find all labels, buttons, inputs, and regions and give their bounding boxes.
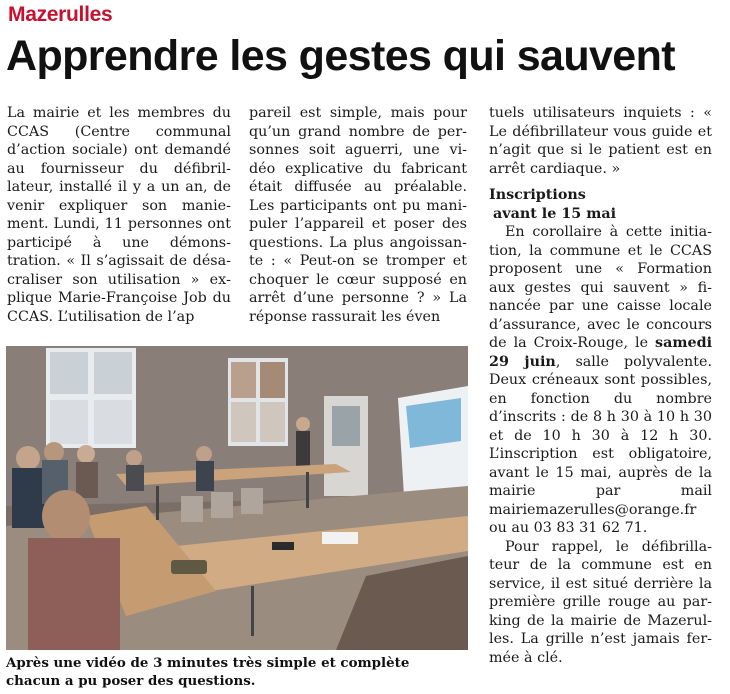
body-paragraph-1: La mairie et les membres du CCAS (Centre communal d’action sociale) ont demandé au fournisseur du défibrillateur, installé il y a un an, de venir expliquer son maniement. Lundi, 11 personnes ont participé à une démonstration. « Il s’agissait de désacraliser son utilisation » explique Marie-Françoise Job du CCAS. L’utilisation de l’ap <box>7 105 231 325</box>
article-column-2 <box>249 104 467 326</box>
subheading-line-2: avant le 15 mai <box>493 205 617 222</box>
paragraph-2-text-a: En corollaire à cette initiation, la commune et le CCAS proposent une « Formation aux gestes qui sauvent » financée par une caisse locale d’assurance, avec le concours de la Croix-Rouge, le <box>489 224 712 351</box>
body-paragraph-1-continued: pareil est simple, mais pour qu’un grand nombre de personnes soit aguerri, une vidéo explicative du fabricant était diffusée au préalable. Les participants ont pu manipuler l’appareil et poser des questions. La plus angoissante : « Peut-on se tromper et choquer le cœur supposé en arrêt d’une personne ? » La réponse rassurait les éven <box>249 105 467 325</box>
event-date: samedi 29 juin <box>489 335 712 370</box>
body-paragraph-1-end: tuels utilisateurs inquiets : « Le défibrillateur vous guide et n’agit que si le patient est en arrêt cardiaque. » <box>489 105 712 177</box>
article-headline: Apprendre les gestes qui sauvent <box>6 32 676 80</box>
article-photo <box>6 346 468 650</box>
subheading <box>489 186 712 223</box>
section-kicker: Mazerulles <box>8 3 113 26</box>
training-session-photo <box>6 346 468 650</box>
article-column-1 <box>7 104 231 326</box>
article-column-3 <box>489 104 712 667</box>
caption-line-1: Après une vidéo de 3 minutes très simple et complète <box>6 655 410 671</box>
body-paragraph-3: Pour rappel, le défibrillateur de la commune est en service, il est situé derrière la première grille rouge au parking de la mairie de Mazerulles. La grille n’est jamais fermée à clé. <box>489 538 712 666</box>
paragraph-2-text-b: , salle polyvalente. Deux créneaux sont possibles, en fonction du nombre d’inscrits : de 8 h 30 à 10 h 30 et de 10 h 30 à 12 h 30. L’inscription est obligatoire, avant le 15 mai, auprès de la mairie par mail mairiemazerulles@orange.fr ou au 03 83 31 62 71. <box>489 353 712 536</box>
photo-caption <box>6 654 476 690</box>
subheading-line-1: Inscriptions <box>489 187 586 203</box>
body-paragraph-2 <box>489 223 712 538</box>
caption-line-2: chacun a pu poser des questions. <box>6 673 256 689</box>
